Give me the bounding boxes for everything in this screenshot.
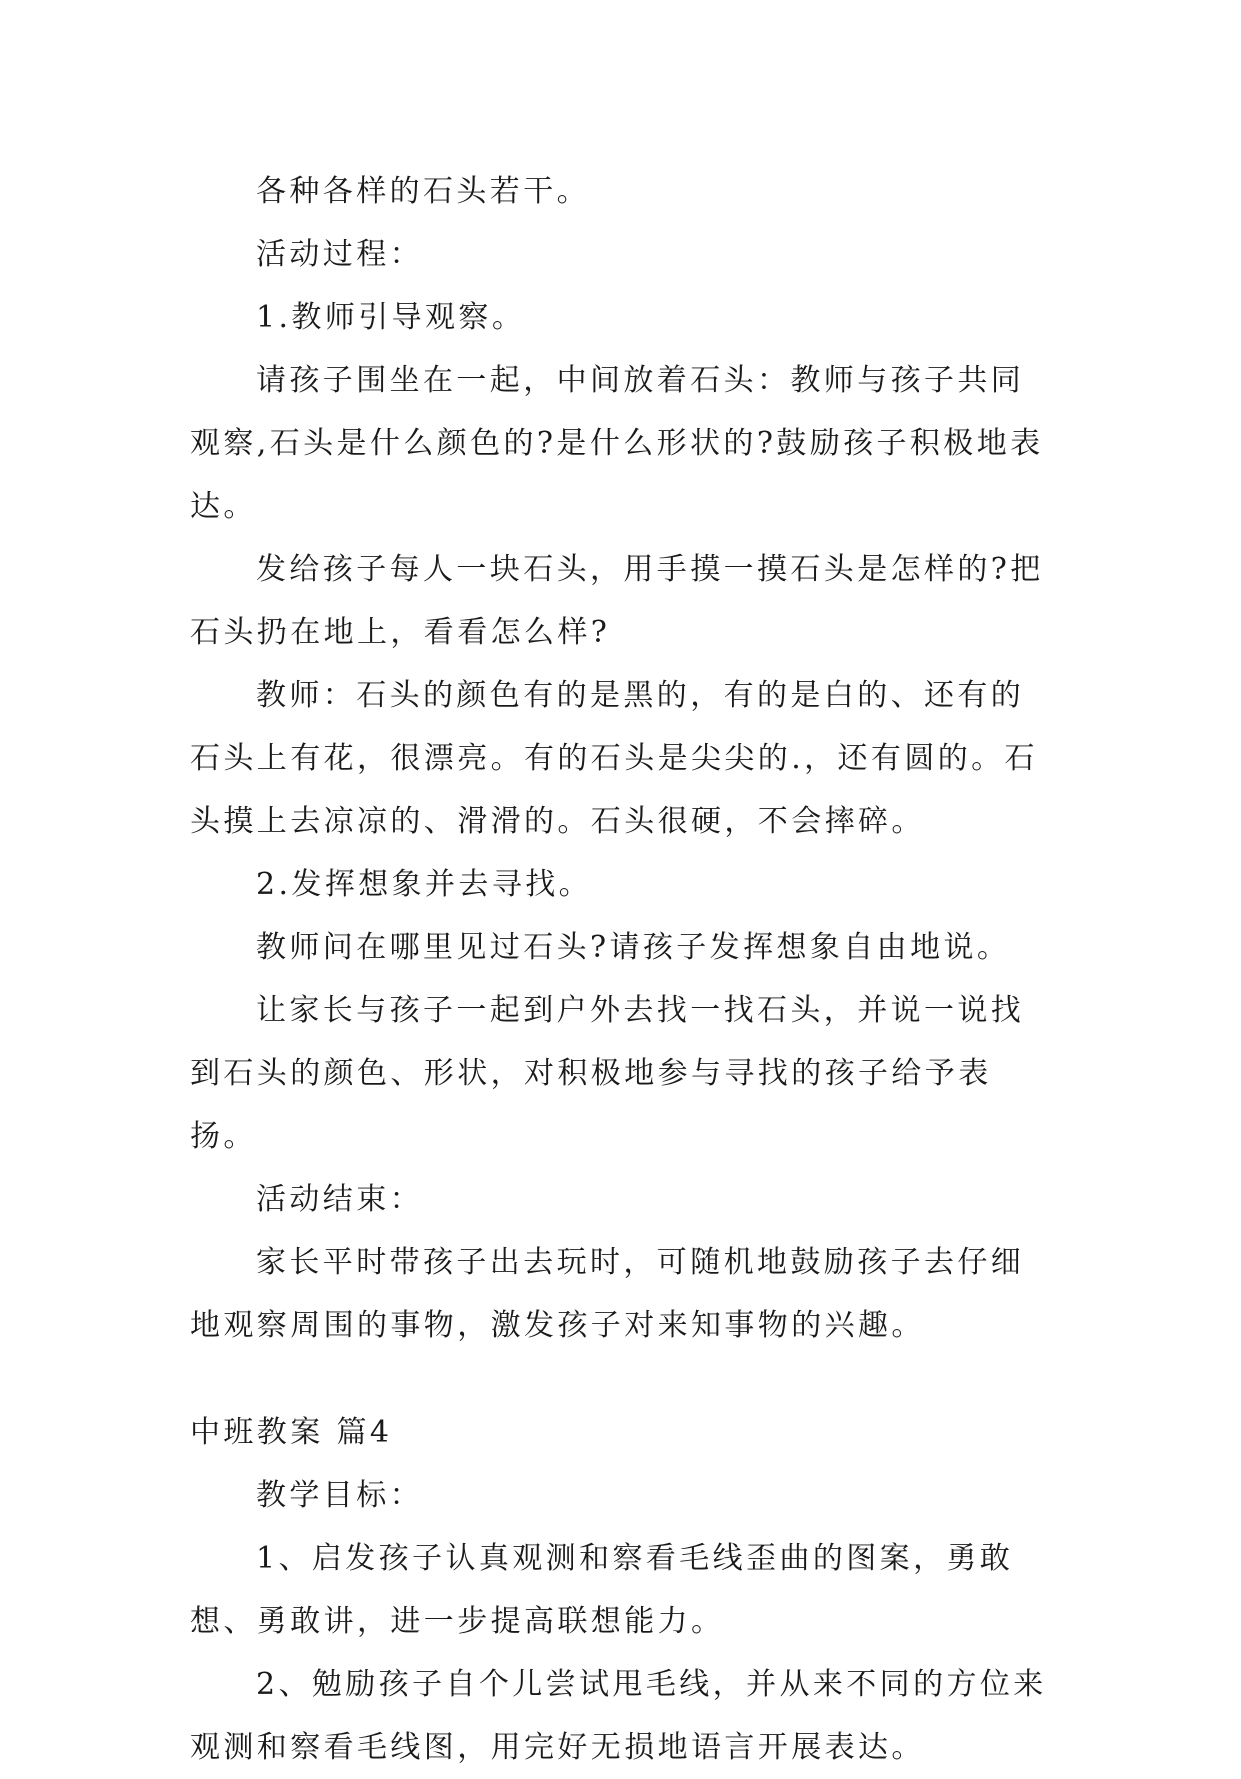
observe-paragraph: 请孩子围坐在一起，中间放着石头：教师与孩子共同观察,石头是什么颜色的?是什么形状的?鼓励孩子积极地表达。 <box>190 363 1044 524</box>
materials-paragraph: 各种各样的石头若干。 <box>256 174 590 209</box>
teacher-summary-paragraph: 教师：石头的颜色有的是黑的，有的是白的、还有的石头上有花，很漂亮。有的石头是尖尖的.，还有圆的。石头摸上去凉凉的、滑滑的。石头很硬，不会摔碎。 <box>190 678 1038 839</box>
teaching-goals-heading: 教学目标： <box>256 1478 423 1513</box>
imagination-paragraph: 教师问在哪里见过石头?请孩子发挥想象自由地说。 <box>256 930 1011 965</box>
activity-end-heading: 活动结束： <box>256 1182 423 1217</box>
touch-stone-paragraph: 发给孩子每人一块石头，用手摸一摸石头是怎样的?把石头扔在地上，看看怎么样? <box>190 552 1044 650</box>
goal-1-paragraph: 1、启发孩子认真观测和察看毛线歪曲的图案，勇敢想、勇敢讲，进一步提高联想能力。 <box>190 1541 1014 1639</box>
document-body <box>190 160 1050 1779</box>
parent-guidance-paragraph: 家长平时带孩子出去玩时，可随机地鼓励孩子去仔细地观察周围的事物，激发孩子对来知事物的兴趣。 <box>190 1245 1025 1343</box>
step-1-heading: 1.教师引导观察。 <box>256 300 526 335</box>
outdoor-search-paragraph: 让家长与孩子一起到户外去找一找石头，并说一说找到石头的颜色、形状，对积极地参与寻找的孩子给予表扬。 <box>190 993 1025 1154</box>
step-2-heading: 2.发挥想象并去寻找。 <box>256 867 593 902</box>
section-title: 中班教案 篇4 <box>190 1415 393 1450</box>
goal-2-paragraph: 2、勉励孩子自个儿尝试甩毛线，并从来不同的方位来观测和察看毛线图，用完好无损地语言开展表达。 <box>190 1667 1047 1765</box>
activity-process-heading: 活动过程： <box>256 237 423 272</box>
